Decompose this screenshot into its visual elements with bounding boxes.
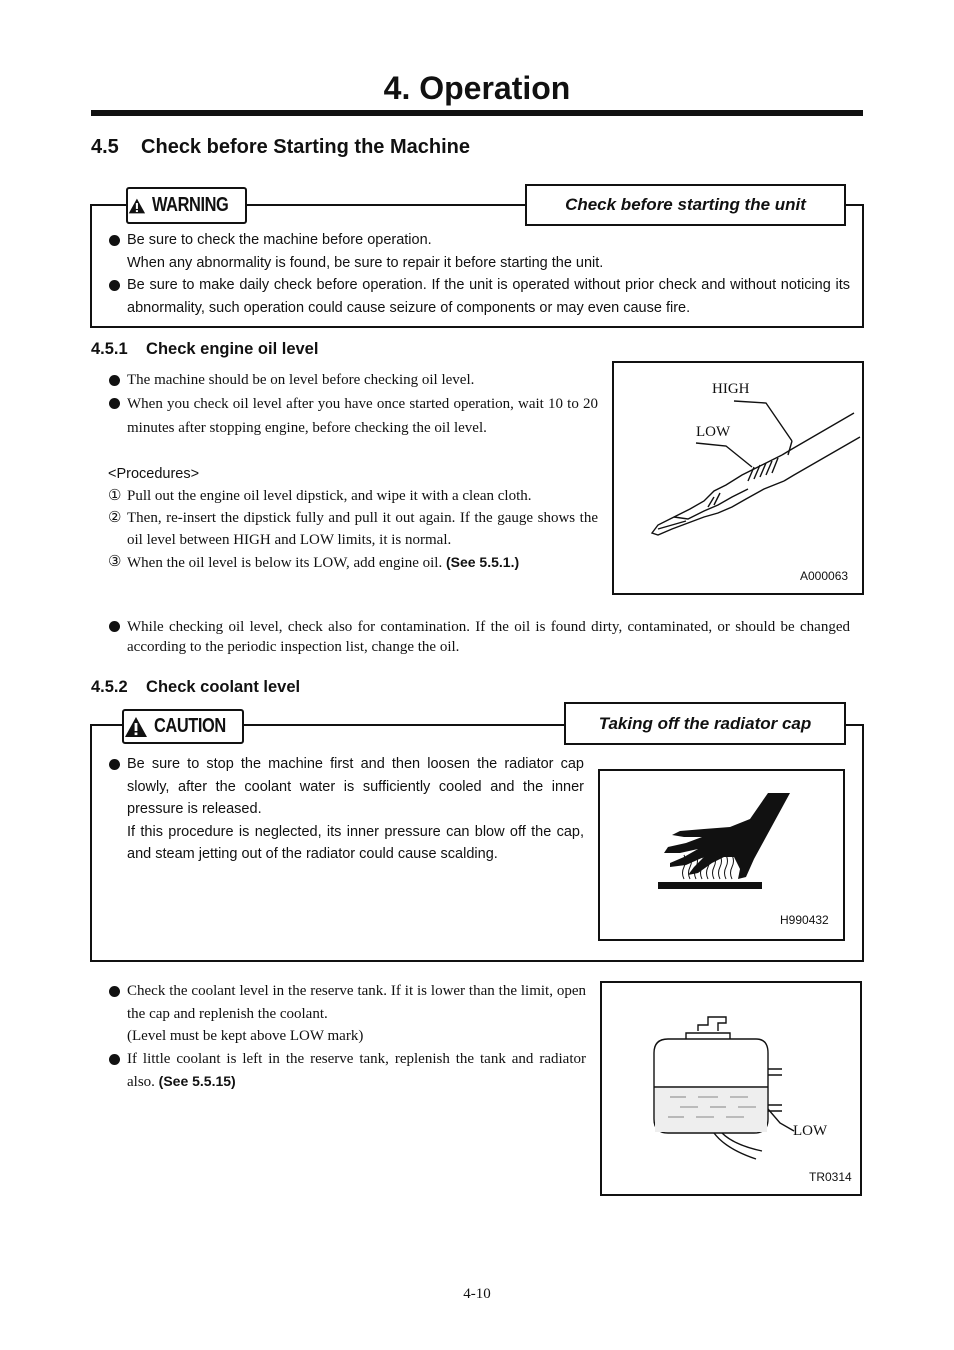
subsection-heading-oil: 4.5.1 Check engine oil level	[91, 340, 319, 358]
step-number: ②	[108, 510, 122, 526]
warning-badge	[126, 187, 247, 224]
warning-item-line: When any abnormality is found, be sure to repair it before starting the unit.	[127, 254, 604, 271]
coolant-text	[90, 980, 586, 1094]
procedure-step	[108, 485, 598, 507]
bullet-icon	[109, 759, 120, 770]
list-item	[90, 1048, 586, 1094]
step-text: Then, re-insert the dipstick fully and pull it out again. If the gauge shows the oil level between HIGH and LOW limits, it is normal.	[127, 510, 598, 548]
high-label: HIGH	[712, 381, 750, 397]
coolant-note: (Level must be kept above LOW mark)	[127, 1028, 364, 1044]
bullet-icon	[109, 1054, 120, 1065]
coolant-bullet: Check the coolant level in the reserve tank. If it is lower than the limit, open the cap and replenish the coolant.	[127, 983, 586, 1022]
subsection-heading-coolant: 4.5.2 Check coolant level	[91, 678, 301, 696]
caution-text	[90, 753, 584, 866]
warning-triangle-icon	[128, 195, 146, 217]
caution-line: If this procedure is neglected, its inner pressure can blow off the cap, and steam jetting out of the radiator could cause scalding.	[127, 823, 584, 862]
dipstick-figure	[612, 361, 864, 595]
procedure-steps	[108, 485, 598, 574]
figure-code: H990432	[780, 913, 829, 927]
section-title: 4.5 Check before Starting the Machine	[91, 136, 470, 158]
list-item	[90, 369, 598, 392]
low-label: LOW	[793, 1123, 828, 1139]
reserve-tank-figure	[600, 981, 862, 1196]
warning-text	[90, 229, 850, 319]
oil-contamination-note	[90, 617, 850, 657]
bullet-icon	[109, 398, 120, 409]
caution-item	[90, 753, 584, 866]
warning-triangle-icon	[124, 716, 148, 738]
list-item	[90, 980, 586, 1048]
oil-bullet: The machine should be on level before checking oil level.	[127, 372, 475, 388]
procedure-step	[108, 507, 598, 551]
step-number: ①	[108, 488, 122, 504]
hot-surface-figure	[598, 769, 845, 941]
step-number: ③	[108, 554, 122, 570]
step-text: Pull out the engine oil level dipstick, and wipe it with a clean cloth.	[127, 488, 532, 504]
warning-tab-title: Check before starting the unit	[525, 184, 846, 226]
cross-reference: (See 5.5.1.)	[445, 554, 520, 570]
bullet-icon	[109, 280, 120, 291]
chapter-divider	[91, 110, 863, 116]
chapter-title: 4. Operation	[383, 70, 571, 106]
coolant-bullet: If little coolant is left in the reserve tank, replenish the tank and radiator also. (See 5.5.15)	[127, 1050, 586, 1090]
warning-item-line: Be sure to make daily check before operation. If the unit is operated without prior check and without noticing its abnormality, such operation could cause seizure of components or may even cause fire.	[127, 277, 850, 316]
cross-reference: (See 5.5.15)	[158, 1073, 236, 1089]
procedures-label: <Procedures>	[108, 466, 200, 482]
warning-item	[90, 274, 850, 319]
warning-item-line: Be sure to check the machine before operation.	[127, 232, 432, 248]
figure-code: A000063	[800, 569, 849, 583]
oil-bullet: When you check oil level after you have once started operation, wait 10 to 20 minutes after stopping engine, before checking the oil level.	[127, 395, 598, 436]
oil-text	[90, 369, 598, 440]
figure-code: TR0314	[809, 1170, 852, 1184]
warning-label: WARNING	[151, 194, 229, 216]
oil-bullet: While checking oil level, check also for contamination. If the oil is found dirty, contaminated, or should be changed according to the periodic inspection list, change the oil.	[127, 619, 850, 655]
low-label: LOW	[696, 424, 731, 440]
caution-line: Be sure to stop the machine first and then loosen the radiator cap slowly, after the coolant water is sufficiently cooled and the inner pressure is released.	[127, 756, 584, 817]
procedure-step	[108, 551, 687, 574]
reserve-tank-illustration	[602, 983, 860, 1194]
caution-badge	[122, 709, 244, 744]
page-number: 4-10	[463, 1286, 491, 1302]
bullet-icon	[109, 375, 120, 386]
step-text: When the oil level is below its LOW, add engine oil.	[127, 555, 446, 571]
warning-item	[90, 229, 850, 274]
bullet-icon	[109, 986, 120, 997]
bullet-icon	[109, 621, 120, 632]
list-item	[90, 617, 850, 657]
caution-label: CAUTION	[154, 715, 227, 737]
caution-tab-title: Taking off the radiator cap	[564, 702, 846, 745]
bullet-icon	[109, 235, 120, 246]
list-item	[90, 392, 598, 440]
